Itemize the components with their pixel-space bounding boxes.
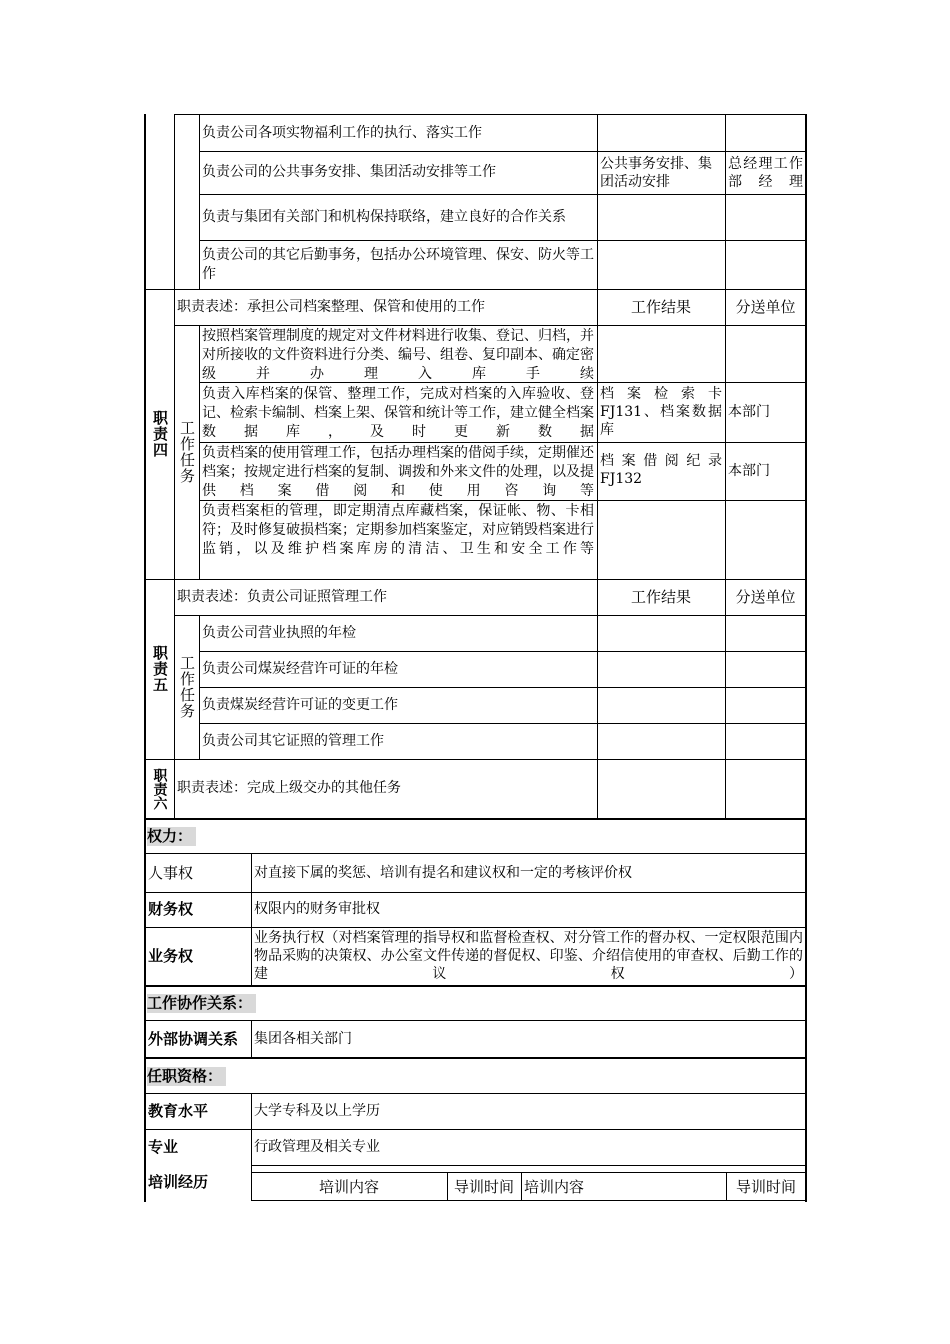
task-cell: 负责与集团有关部门和机构保持联络，建立良好的合作关系 xyxy=(202,208,566,225)
grid-line xyxy=(726,1172,727,1201)
power-label: 财务权 xyxy=(148,900,194,918)
grid-line xyxy=(145,1129,807,1130)
grid-line xyxy=(251,1165,807,1166)
grid-line xyxy=(199,723,807,724)
unit-cell: 总经理工作部经理 xyxy=(728,155,803,190)
result-cell: 档案检索卡FJ131、档案数据库 xyxy=(600,386,722,438)
grid-line xyxy=(145,927,807,928)
task-cell: 按照档案管理制度的规定对文件材料进行收集、登记、归档，并对所接收的文件资料进行分类、编号、组卷、复印副本、确定密级并办理入库手续 xyxy=(202,328,594,382)
grid-line xyxy=(251,853,252,985)
grid-line xyxy=(145,985,807,987)
grid-line xyxy=(145,892,807,893)
grid-line xyxy=(199,500,807,501)
grid-line xyxy=(199,114,200,289)
training-label: 培训经历 xyxy=(148,1173,209,1191)
grid-line xyxy=(199,382,807,383)
duty-description-5: 职责表述：负责公司证照管理工作 xyxy=(177,588,387,605)
grid-line xyxy=(145,289,807,290)
cooperation-title: 工作协作关系： xyxy=(145,987,806,1020)
task-cell: 负责公司的其它后勤事务，包括办公环境管理、保安、防火等工作 xyxy=(202,246,594,282)
training-header: 导训时间 xyxy=(735,1177,796,1196)
task-cell: 负责公司营业执照的年检 xyxy=(202,624,356,641)
grid-line xyxy=(199,615,200,759)
grid-line xyxy=(251,1020,252,1057)
duty-description-4: 职责表述：承担公司档案整理、保管和使用的工作 xyxy=(177,298,485,315)
task-cell: 负责煤炭经营许可证的变更工作 xyxy=(202,696,398,713)
grid-line xyxy=(447,1172,448,1201)
grid-line xyxy=(199,651,807,652)
result-header: 工作结果 xyxy=(630,587,691,606)
task-label: 工作任务 xyxy=(178,420,196,484)
task-cell: 负责公司各项实物福利工作的执行、落实工作 xyxy=(202,124,482,141)
grid-line xyxy=(199,194,807,195)
grid-line xyxy=(199,151,807,152)
duty-label-5: 职责五 xyxy=(151,645,169,693)
grid-line xyxy=(145,1020,807,1021)
grid-line xyxy=(251,1093,252,1201)
grid-line xyxy=(145,818,807,820)
grid-line xyxy=(199,325,200,579)
qualification-title: 任职资格： xyxy=(145,1059,806,1093)
grid-line xyxy=(251,1172,807,1173)
grid-line xyxy=(174,325,807,326)
result-header: 工作结果 xyxy=(630,297,691,316)
unit-header: 分送单位 xyxy=(735,297,796,316)
grid-line xyxy=(174,114,175,818)
grid-line xyxy=(145,1057,807,1059)
grid-line xyxy=(251,1200,807,1201)
power-label: 业务权 xyxy=(148,946,194,965)
grid-line xyxy=(145,1093,807,1094)
result-cell: 档案借阅纪录FJ132 xyxy=(600,453,722,487)
major-value: 行政管理及相关专业 xyxy=(254,1138,380,1155)
grid-line xyxy=(199,240,807,241)
task-cell: 负责公司其它证照的管理工作 xyxy=(202,732,384,749)
power-value: 业务执行权（对档案管理的指导权和监督检查权、对分管工作的督办权、一定权限范围内物品采购的决策权、办公室文件传递的督促权、印鉴、介绍信使用的审查权、后勤工作的建议权） xyxy=(254,930,803,982)
task-cell: 负责档案的使用管理工作，包括办理档案的借阅手续，定期催还档案；按规定进行档案的复制、调拨和外来文件的处理，以及提供档案借阅和使用咨询等 xyxy=(202,445,594,499)
grid-line xyxy=(725,114,726,818)
grid-line xyxy=(174,615,807,616)
training-header: 导训时间 xyxy=(453,1177,514,1196)
task-cell: 负责公司的公共事务安排、集团活动安排等工作 xyxy=(202,164,496,180)
training-header: 培训内容 xyxy=(524,1177,585,1196)
duty-label-4: 职责四 xyxy=(151,410,169,458)
task-cell: 负责档案柜的管理，即定期清点库藏档案，保证帐、物、卡相符；及时修复破损档案；定期参加档案鉴定，对应销毁档案进行监销，以及维护档案库房的清洁、卫生和安全工作等 xyxy=(202,503,594,557)
grid-line xyxy=(145,759,807,760)
grid-line xyxy=(174,114,807,115)
grid-line xyxy=(145,579,807,580)
grid-line xyxy=(199,687,807,688)
power-value: 对直接下属的奖惩、培训有提名和建议权和一定的考核评价权 xyxy=(254,864,632,881)
task-cell: 负责公司煤炭经营许可证的年检 xyxy=(202,660,398,677)
power-value: 权限内的财务审批权 xyxy=(254,901,380,917)
grid-line xyxy=(521,1172,522,1201)
grid-line xyxy=(144,114,146,1202)
education-value: 大学专科及以上学历 xyxy=(254,1102,380,1119)
task-cell: 负责入库档案的保管、整理工作，完成对档案的入库验收、登记、检索卡编制、档案上架、保管和统计等工作，建立健全档案数据库，及时更新数据 xyxy=(202,386,594,440)
cooperation-label: 外部协调关系 xyxy=(148,1029,239,1048)
grid-line xyxy=(597,114,598,818)
education-label: 教育水平 xyxy=(148,1101,209,1120)
grid-line xyxy=(805,114,807,1202)
training-header: 培训内容 xyxy=(318,1177,379,1196)
grid-line xyxy=(199,442,807,443)
unit-header: 分送单位 xyxy=(735,587,796,606)
major-label: 专业 xyxy=(148,1137,179,1156)
task-label: 工作任务 xyxy=(178,655,196,719)
unit-cell: 本部门 xyxy=(728,404,770,420)
duty-description-6: 职责表述：完成上级交办的其他任务 xyxy=(177,780,401,796)
result-cell: 公共事务安排、集团活动安排 xyxy=(600,155,712,190)
power-label: 人事权 xyxy=(148,863,194,882)
cooperation-value: 集团各相关部门 xyxy=(254,1030,352,1047)
power-title: 权力： xyxy=(145,819,806,854)
duty-label-6: 职责六 xyxy=(151,767,168,810)
grid-line xyxy=(145,853,807,854)
unit-cell: 本部门 xyxy=(728,462,770,479)
